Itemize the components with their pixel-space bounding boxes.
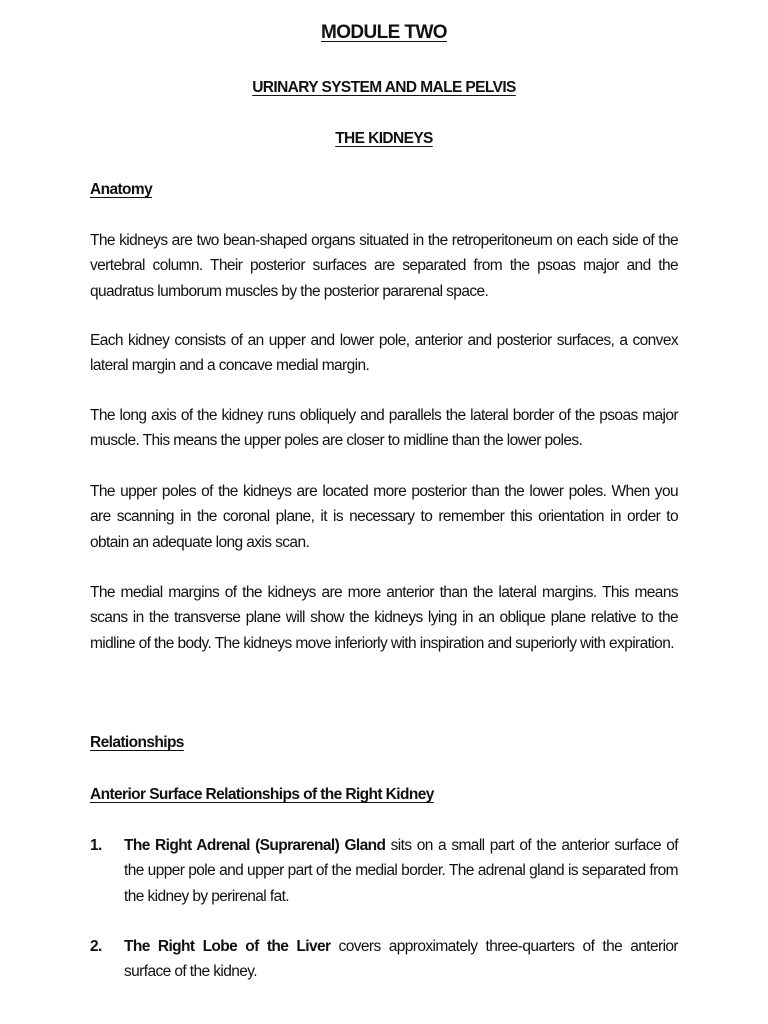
anatomy-paragraph: The kidneys are two bean-shaped organs situated in the retroperitoneum on each side of the vertebral column. Their posterior surfaces are separated from the psoas major and the quadratus lumborum muscles by the posterior pararenal space. xyxy=(90,232,678,300)
anatomy-paragraph: The medial margins of the kidneys are more anterior than the lateral margins. This means scans in the transverse plane will show the kidneys lying in an oblique plane relative to the midline of the body. The kidneys move inferiorly with inspiration and superiorly with expiration. xyxy=(90,584,678,652)
module-title: MODULE TWO xyxy=(321,22,447,43)
anatomy-heading: Anatomy xyxy=(90,181,153,198)
anatomy-paragraph: The long axis of the kidney runs obliquely and parallels the lateral border of the psoas major muscle. This means the upper poles are closer to midline than the lower poles. xyxy=(90,407,678,450)
section-title: URINARY SYSTEM AND MALE PELVIS xyxy=(252,79,516,96)
anterior-surface-subheading: Anterior Surface Relationships of the Right Kidney xyxy=(90,786,434,803)
list-item-text: sits on a small part of the anterior surface of the upper pole and upper part of the medial border. The adrenal gland is separated from the kidney by perirenal fat. xyxy=(124,837,678,905)
list-item-number: 1. xyxy=(90,837,102,854)
list-item-lead: The Right Lobe of the Liver xyxy=(124,938,331,955)
relationships-heading: Relationships xyxy=(90,734,184,751)
list-item-text: covers approximately three-quarters of the anterior surface of the kidney. xyxy=(124,938,678,981)
list-item-number: 2. xyxy=(90,938,102,955)
list-item-lead: The Right Adrenal (Suprarenal) Gland xyxy=(124,837,386,854)
list-item xyxy=(90,934,678,985)
list-item-body xyxy=(124,934,678,985)
list-item-body xyxy=(124,833,678,909)
anatomy-paragraph: The upper poles of the kidneys are located more posterior than the lower poles. When you are scanning in the coronal plane, it is necessary to remember this orientation in order to obtain an adequate long axis scan. xyxy=(90,483,678,551)
anatomy-paragraph: Each kidney consists of an upper and lower pole, anterior and posterior surfaces, a convex lateral margin and a concave medial margin. xyxy=(90,332,678,375)
list-item xyxy=(90,833,678,909)
topic-title: THE KIDNEYS xyxy=(335,130,433,147)
